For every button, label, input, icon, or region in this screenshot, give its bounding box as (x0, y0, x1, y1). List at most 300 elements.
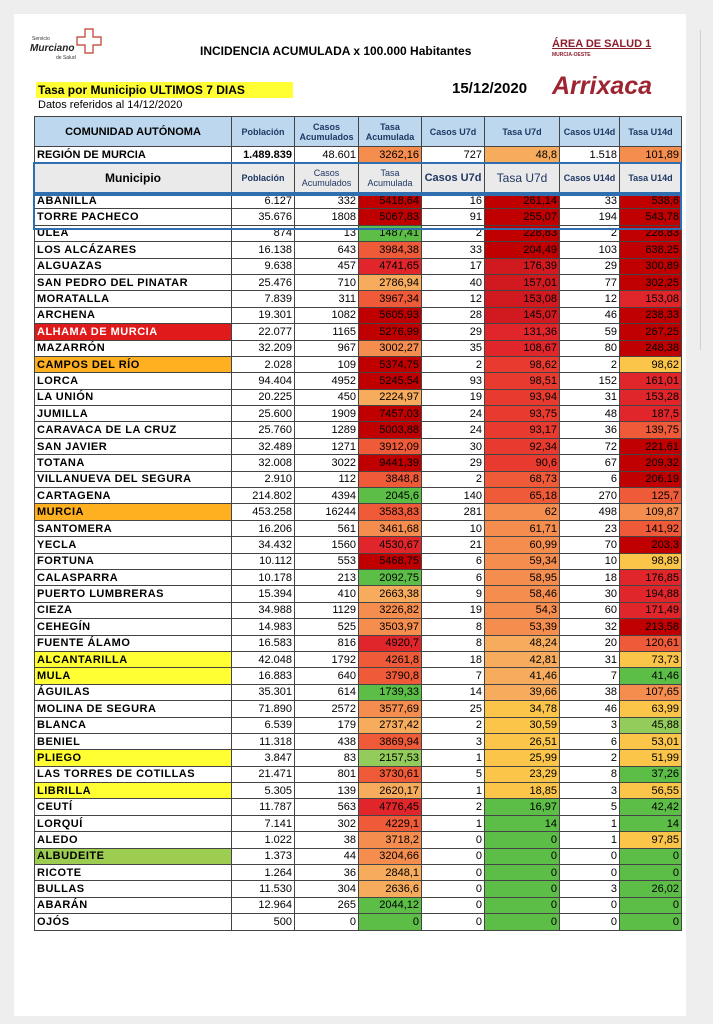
casos-cell: 304 (295, 881, 359, 897)
municipio-name: CAMPOS DEL RÍO (35, 356, 232, 372)
tasa-u7d-cell: 157,01 (485, 274, 560, 290)
table-row (35, 832, 682, 848)
municipio-name: MAZARRÓN (35, 340, 232, 356)
casos-u7d-cell: 0 (422, 914, 485, 930)
poblacion-cell: 1.022 (232, 832, 295, 848)
tasa-u7d-cell: 145,07 (485, 307, 560, 323)
casos-u14d-cell: 194 (560, 209, 620, 225)
tasa-cell: 2848,1 (359, 865, 422, 881)
municipio-name: LORQUÍ (35, 815, 232, 831)
tasa-u14d-cell: 107,65 (620, 684, 682, 700)
poblacion-cell: 7.141 (232, 815, 295, 831)
table-row (35, 209, 682, 225)
casos-u14d-cell: 1 (560, 815, 620, 831)
tasa-cell: 4741,65 (359, 258, 422, 274)
logo-line1: Servicio (32, 36, 50, 42)
casos-cell: 38 (295, 832, 359, 848)
casos-cell: 967 (295, 340, 359, 356)
logo-line2: Murciano (30, 43, 75, 54)
casos-cell: 3022 (295, 455, 359, 471)
casos-u14d-cell: 0 (560, 865, 620, 881)
casos-u7d-cell: 0 (422, 865, 485, 881)
casos-u14d-cell: 36 (560, 422, 620, 438)
tasa-u14d-cell: 45,88 (620, 717, 682, 733)
poblacion-cell: 1.264 (232, 865, 295, 881)
tasa-cell: 5374,75 (359, 356, 422, 372)
poblacion-cell: 5.305 (232, 783, 295, 799)
municipio-name: CARAVACA DE LA CRUZ (35, 422, 232, 438)
poblacion-cell: 6.127 (232, 193, 295, 209)
casos-u14d-cell: 18 (560, 569, 620, 585)
casos-u7d-cell: 281 (422, 504, 485, 520)
table-row (35, 799, 682, 815)
tasa-cell: 0 (359, 914, 422, 930)
region-name: REGIÓN DE MURCIA (35, 147, 232, 163)
tasa-cell: 3226,82 (359, 602, 422, 618)
tasa-cell: 2044,12 (359, 897, 422, 913)
tasa-u7d-cell: 0 (485, 914, 560, 930)
table-row (35, 455, 682, 471)
casos-u14d-cell: 10 (560, 553, 620, 569)
table-row (35, 307, 682, 323)
casos-u7d-cell: 19 (422, 389, 485, 405)
casos-cell: 36 (295, 865, 359, 881)
col-header: COMUNIDAD AUTÓNOMA (35, 117, 232, 147)
col-header: Tasa U7d (485, 163, 560, 193)
region-t14: 101,89 (620, 147, 682, 163)
table-row (35, 438, 682, 454)
poblacion-cell: 34.988 (232, 602, 295, 618)
tasa-u7d-cell: 228,83 (485, 225, 560, 241)
casos-u14d-cell: 70 (560, 537, 620, 553)
casos-cell: 438 (295, 733, 359, 749)
tasa-u14d-cell: 0 (620, 897, 682, 913)
poblacion-cell: 20.225 (232, 389, 295, 405)
casos-cell: 0 (295, 914, 359, 930)
casos-u7d-cell: 29 (422, 455, 485, 471)
tasa-u14d-cell: 51,99 (620, 750, 682, 766)
tasa-u7d-cell: 68,73 (485, 471, 560, 487)
col-header: Casos Acumulados (295, 117, 359, 147)
tasa-cell: 7457,03 (359, 406, 422, 422)
poblacion-cell: 25.476 (232, 274, 295, 290)
tasa-u14d-cell: 97,85 (620, 832, 682, 848)
tasa-cell: 5067,83 (359, 209, 422, 225)
tasa-u14d-cell: 161,01 (620, 373, 682, 389)
tasa-u14d-cell: 302,25 (620, 274, 682, 290)
tasa-cell: 4530,67 (359, 537, 422, 553)
area-label: ÁREA DE SALUD 1 (552, 38, 652, 50)
casos-cell: 1289 (295, 422, 359, 438)
table-row (35, 651, 682, 667)
scroll-edge (700, 30, 713, 350)
incidence-table (34, 116, 682, 931)
casos-u7d-cell: 24 (422, 406, 485, 422)
casos-cell: 213 (295, 569, 359, 585)
tasa-cell: 1487,41 (359, 225, 422, 241)
poblacion-cell: 2.028 (232, 356, 295, 372)
tasa-cell: 2636,6 (359, 881, 422, 897)
casos-u14d-cell: 8 (560, 766, 620, 782)
tasa-cell: 3583,83 (359, 504, 422, 520)
table-row (35, 569, 682, 585)
casos-u7d-cell: 2 (422, 717, 485, 733)
table-row (35, 291, 682, 307)
tasa-cell: 3869,94 (359, 733, 422, 749)
municipio-name: CARTAGENA (35, 488, 232, 504)
municipio-name: ÁGUILAS (35, 684, 232, 700)
tasa-u14d-cell: 171,49 (620, 602, 682, 618)
table-row (35, 815, 682, 831)
casos-cell: 1082 (295, 307, 359, 323)
municipio-name: TORRE PACHECO (35, 209, 232, 225)
casos-u7d-cell: 1 (422, 815, 485, 831)
poblacion-cell: 2.910 (232, 471, 295, 487)
tasa-u7d-cell: 131,36 (485, 324, 560, 340)
casos-cell: 1808 (295, 209, 359, 225)
poblacion-cell: 11.318 (232, 733, 295, 749)
tasa-cell: 4920,7 (359, 635, 422, 651)
municipio-name: SAN PEDRO DEL PINATAR (35, 274, 232, 290)
municipio-name: LIBRILLA (35, 783, 232, 799)
tasa-cell: 5276,99 (359, 324, 422, 340)
tasa-u7d-cell: 59,34 (485, 553, 560, 569)
municipio-name: MORATALLA (35, 291, 232, 307)
tasa-u7d-cell: 108,67 (485, 340, 560, 356)
tasa-cell: 4261,8 (359, 651, 422, 667)
casos-cell: 311 (295, 291, 359, 307)
casos-u7d-cell: 6 (422, 569, 485, 585)
logo-line3: de Salud (56, 55, 76, 61)
table-row (35, 881, 682, 897)
tasa-u7d-cell: 0 (485, 865, 560, 881)
tasa-u14d-cell: 153,28 (620, 389, 682, 405)
casos-u7d-cell: 0 (422, 881, 485, 897)
tasa-u7d-cell: 61,71 (485, 520, 560, 536)
poblacion-cell: 42.048 (232, 651, 295, 667)
table-row (35, 766, 682, 782)
hospital-logo: Arrixaca (552, 72, 653, 100)
casos-u7d-cell: 30 (422, 438, 485, 454)
region-u7: 727 (422, 147, 485, 163)
table-row (35, 471, 682, 487)
casos-u7d-cell: 1 (422, 750, 485, 766)
table-row (35, 553, 682, 569)
table-row (35, 586, 682, 602)
casos-u14d-cell: 30 (560, 586, 620, 602)
poblacion-cell: 25.760 (232, 422, 295, 438)
tasa-cell: 3984,38 (359, 242, 422, 258)
table-row (35, 373, 682, 389)
table-row (35, 897, 682, 913)
casos-cell: 112 (295, 471, 359, 487)
poblacion-cell: 35.301 (232, 684, 295, 700)
casos-u7d-cell: 33 (422, 242, 485, 258)
tasa-u7d-cell: 54,3 (485, 602, 560, 618)
casos-u14d-cell: 77 (560, 274, 620, 290)
table-row (35, 193, 682, 209)
casos-cell: 553 (295, 553, 359, 569)
table-row (35, 602, 682, 618)
tasa-u7d-cell: 204,49 (485, 242, 560, 258)
casos-cell: 16244 (295, 504, 359, 520)
casos-cell: 450 (295, 389, 359, 405)
table-row (35, 340, 682, 356)
casos-u7d-cell: 19 (422, 602, 485, 618)
table-row (35, 635, 682, 651)
tasa-u14d-cell: 209,32 (620, 455, 682, 471)
col-header: Tasa U14d (620, 117, 682, 147)
poblacion-cell: 12.964 (232, 897, 295, 913)
casos-u14d-cell: 5 (560, 799, 620, 815)
tasa-u7d-cell: 255,07 (485, 209, 560, 225)
tasa-cell: 3718,2 (359, 832, 422, 848)
col-header: Población (232, 117, 295, 147)
tasa-cell: 5245,54 (359, 373, 422, 389)
casos-u7d-cell: 21 (422, 537, 485, 553)
municipio-name: RICOTE (35, 865, 232, 881)
municipio-name: ULEA (35, 225, 232, 241)
table-row (35, 537, 682, 553)
casos-u14d-cell: 31 (560, 389, 620, 405)
casos-u7d-cell: 35 (422, 340, 485, 356)
tasa-u14d-cell: 538,6 (620, 193, 682, 209)
casos-u14d-cell: 7 (560, 668, 620, 684)
casos-u7d-cell: 2 (422, 471, 485, 487)
casos-u14d-cell: 103 (560, 242, 620, 258)
poblacion-cell: 16.883 (232, 668, 295, 684)
casos-u14d-cell: 23 (560, 520, 620, 536)
tasa-u14d-cell: 37,26 (620, 766, 682, 782)
col-header: Tasa Acumulada (359, 117, 422, 147)
region-u14: 1.518 (560, 147, 620, 163)
casos-u14d-cell: 59 (560, 324, 620, 340)
casos-cell: 44 (295, 848, 359, 864)
table-row (35, 684, 682, 700)
tasa-u7d-cell: 62 (485, 504, 560, 520)
tasa-u14d-cell: 221,61 (620, 438, 682, 454)
tasa-u14d-cell: 0 (620, 848, 682, 864)
casos-cell: 643 (295, 242, 359, 258)
tasa-u7d-cell: 58,95 (485, 569, 560, 585)
casos-u14d-cell: 67 (560, 455, 620, 471)
tasa-u7d-cell: 92,34 (485, 438, 560, 454)
tasa-u14d-cell: 187,5 (620, 406, 682, 422)
col-header: Tasa U14d (620, 163, 682, 193)
casos-u14d-cell: 152 (560, 373, 620, 389)
tasa-u14d-cell: 98,62 (620, 356, 682, 372)
casos-u7d-cell: 3 (422, 733, 485, 749)
casos-cell: 457 (295, 258, 359, 274)
tasa-u14d-cell: 194,88 (620, 586, 682, 602)
municipio-name: SAN JAVIER (35, 438, 232, 454)
casos-cell: 1129 (295, 602, 359, 618)
tasa-u14d-cell: 63,99 (620, 701, 682, 717)
document-title: INCIDENCIA ACUMULADA x 100.000 Habitantes (200, 44, 472, 58)
region-tasa: 3262,16 (359, 147, 422, 163)
municipio-name: TOTANA (35, 455, 232, 471)
region-row (35, 147, 682, 163)
tasa-u14d-cell: 42,42 (620, 799, 682, 815)
casos-cell: 179 (295, 717, 359, 733)
casos-u14d-cell: 33 (560, 193, 620, 209)
municipio-header-row (35, 163, 682, 193)
poblacion-cell: 32.209 (232, 340, 295, 356)
casos-u14d-cell: 1 (560, 832, 620, 848)
table-body (35, 117, 682, 931)
poblacion-cell: 3.847 (232, 750, 295, 766)
municipio-name: SANTOMERA (35, 520, 232, 536)
tasa-u14d-cell: 238,33 (620, 307, 682, 323)
tasa-cell: 5418,64 (359, 193, 422, 209)
municipio-name: CIEZA (35, 602, 232, 618)
casos-cell: 83 (295, 750, 359, 766)
tasa-u7d-cell: 26,51 (485, 733, 560, 749)
casos-u7d-cell: 140 (422, 488, 485, 504)
casos-u7d-cell: 9 (422, 586, 485, 602)
casos-u14d-cell: 72 (560, 438, 620, 454)
tasa-u7d-cell: 60,99 (485, 537, 560, 553)
casos-u14d-cell: 80 (560, 340, 620, 356)
municipio-name: JUMILLA (35, 406, 232, 422)
table-row (35, 619, 682, 635)
col-header: Tasa Acumulada (359, 163, 422, 193)
municipio-name: ALHAMA DE MURCIA (35, 324, 232, 340)
poblacion-cell: 11.530 (232, 881, 295, 897)
casos-cell: 332 (295, 193, 359, 209)
casos-u7d-cell: 0 (422, 832, 485, 848)
tasa-u14d-cell: 73,73 (620, 651, 682, 667)
municipio-name: ALEDO (35, 832, 232, 848)
table-row (35, 520, 682, 536)
table-row (35, 504, 682, 520)
casos-u14d-cell: 20 (560, 635, 620, 651)
table-row (35, 865, 682, 881)
tasa-u7d-cell: 58,46 (485, 586, 560, 602)
tasa-u7d-cell: 41,46 (485, 668, 560, 684)
casos-u14d-cell: 3 (560, 717, 620, 733)
tasa-cell: 4776,45 (359, 799, 422, 815)
table-row (35, 258, 682, 274)
tasa-u7d-cell: 90,6 (485, 455, 560, 471)
municipio-name: BULLAS (35, 881, 232, 897)
casos-cell: 801 (295, 766, 359, 782)
tasa-u7d-cell: 261,14 (485, 193, 560, 209)
table-row (35, 242, 682, 258)
municipio-name: ARCHENA (35, 307, 232, 323)
casos-cell: 4394 (295, 488, 359, 504)
casos-u7d-cell: 28 (422, 307, 485, 323)
casos-u7d-cell: 0 (422, 848, 485, 864)
tasa-cell: 3730,61 (359, 766, 422, 782)
tasa-cell: 3967,34 (359, 291, 422, 307)
casos-cell: 1909 (295, 406, 359, 422)
tasa-u7d-cell: 98,51 (485, 373, 560, 389)
poblacion-cell: 10.178 (232, 569, 295, 585)
table-row (35, 733, 682, 749)
tasa-cell: 3503,97 (359, 619, 422, 635)
table-row (35, 356, 682, 372)
casos-u14d-cell: 3 (560, 881, 620, 897)
poblacion-cell: 21.471 (232, 766, 295, 782)
poblacion-cell: 16.206 (232, 520, 295, 536)
table-row (35, 717, 682, 733)
municipio-name: BENIEL (35, 733, 232, 749)
casos-u14d-cell: 29 (560, 258, 620, 274)
casos-cell: 1792 (295, 651, 359, 667)
area-sublabel: MURCIA-OESTE (552, 52, 591, 58)
casos-u7d-cell: 40 (422, 274, 485, 290)
table-row (35, 324, 682, 340)
tasa-u7d-cell: 39,66 (485, 684, 560, 700)
casos-cell: 816 (295, 635, 359, 651)
table-row (35, 914, 682, 930)
tasa-u14d-cell: 120,61 (620, 635, 682, 651)
casos-u14d-cell: 270 (560, 488, 620, 504)
municipio-name: LORCA (35, 373, 232, 389)
tasa-u14d-cell: 53,01 (620, 733, 682, 749)
municipio-name: CALASPARRA (35, 569, 232, 585)
tasa-u14d-cell: 543,78 (620, 209, 682, 225)
tasa-u14d-cell: 206,19 (620, 471, 682, 487)
region-casos: 48.601 (295, 147, 359, 163)
sms-logo (26, 26, 106, 76)
tasa-cell: 9441,39 (359, 455, 422, 471)
casos-u14d-cell: 6 (560, 471, 620, 487)
casos-u14d-cell: 31 (560, 651, 620, 667)
poblacion-cell: 94.404 (232, 373, 295, 389)
tasa-u14d-cell: 98,89 (620, 553, 682, 569)
casos-cell: 2572 (295, 701, 359, 717)
col-header: Casos U7d (422, 163, 485, 193)
tasa-u7d-cell: 14 (485, 815, 560, 831)
municipio-name: MULA (35, 668, 232, 684)
poblacion-cell: 214.802 (232, 488, 295, 504)
poblacion-cell: 11.787 (232, 799, 295, 815)
poblacion-cell: 15.394 (232, 586, 295, 602)
cross-icon (76, 28, 102, 54)
tasa-u14d-cell: 109,87 (620, 504, 682, 520)
tasa-cell: 2092,75 (359, 569, 422, 585)
poblacion-cell: 14.983 (232, 619, 295, 635)
poblacion-cell: 9.638 (232, 258, 295, 274)
poblacion-cell: 35.676 (232, 209, 295, 225)
municipio-name: VILLANUEVA DEL SEGURA (35, 471, 232, 487)
municipio-name: LAS TORRES DE COTILLAS (35, 766, 232, 782)
tasa-u7d-cell: 65,18 (485, 488, 560, 504)
casos-u14d-cell: 6 (560, 733, 620, 749)
municipio-name: CEHEGÍN (35, 619, 232, 635)
tasa-u14d-cell: 141,92 (620, 520, 682, 536)
col-header: Población (232, 163, 295, 193)
municipio-name: MOLINA DE SEGURA (35, 701, 232, 717)
col-header: Casos U14d (560, 117, 620, 147)
header-row (35, 117, 682, 147)
tasa-u14d-cell: 203,3 (620, 537, 682, 553)
tasa-cell: 3461,68 (359, 520, 422, 536)
casos-u7d-cell: 1 (422, 783, 485, 799)
table-row (35, 389, 682, 405)
table-row (35, 225, 682, 241)
region-t7: 48,8 (485, 147, 560, 163)
tasa-cell: 1739,33 (359, 684, 422, 700)
poblacion-cell: 16.138 (232, 242, 295, 258)
table-row (35, 783, 682, 799)
municipio-name: ABANILLA (35, 193, 232, 209)
tasa-cell: 3912,09 (359, 438, 422, 454)
casos-cell: 410 (295, 586, 359, 602)
municipio-name: FUENTE ÁLAMO (35, 635, 232, 651)
